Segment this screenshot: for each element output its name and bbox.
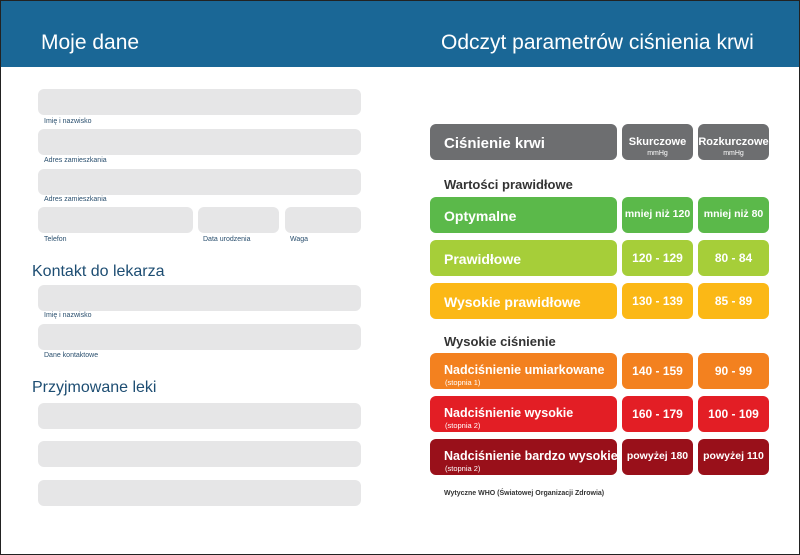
doctor-name-field-label: Imię i nazwisko [44,312,92,319]
bp-category-label: Optymalne [444,208,517,224]
systolic-unit: mmHg [647,150,668,157]
bp-category-label: Prawidłowe [444,251,522,267]
bp-category-box [430,439,617,475]
diastolic-value-box [698,197,769,233]
medication-field-3[interactable] [38,480,361,506]
bp-category-box [430,197,617,233]
name-field[interactable] [38,89,361,115]
systolic-value-box [622,353,693,389]
bp-category-box [430,396,617,432]
diastolic-value: 100 - 109 [708,407,759,421]
bp-header-label-box [430,124,617,160]
systolic-value-box [622,197,693,233]
bp-category-box [430,353,617,389]
systolic-value-box [622,283,693,319]
page-header [1,1,799,67]
my-data-title: Moje dane [41,31,140,54]
diastolic-value: 80 - 84 [714,251,753,265]
diastolic-value-box [698,353,769,389]
systolic-value: 120 - 129 [632,251,683,265]
phone-field-label: Telefon [44,236,67,243]
systolic-header-box [622,124,693,160]
systolic-value: mniej niż 120 [624,208,691,220]
systolic-value-box [622,439,693,475]
address-field-1[interactable] [38,129,361,155]
systolic-value-box [622,240,693,276]
bp-header-label: Ciśnienie krwi [444,135,545,152]
bp-category-label: Nadciśnienie wysokie [444,406,574,420]
meds-section-title: Przyjmowane leki [32,379,157,396]
diastolic-unit: mmHg [723,150,744,157]
medication-field-1[interactable] [38,403,361,429]
weight-field-label: Waga [290,236,309,243]
name-field-label: Imię i nazwisko [44,118,92,125]
systolic-value: 130 - 139 [632,294,683,308]
bp-category-label: Wysokie prawidłowe [444,294,581,310]
normal-values-heading: Wartości prawidłowe [444,177,573,192]
high-pressure-heading: Wysokie ciśnienie [444,334,556,349]
bp-category-box [430,240,617,276]
doctor-name-field[interactable] [38,285,361,311]
diastolic-value: 90 - 99 [714,364,753,378]
weight-field[interactable] [285,207,361,233]
address-field-1-label: Adres zamieszkania [44,157,107,164]
bp-category-sublabel: (stopnia 2) [445,464,481,473]
birth-date-field[interactable] [198,207,279,233]
diastolic-header-box [698,124,769,160]
doctor-section-title: Kontakt do lekarza [32,263,165,280]
systolic-value: powyżej 180 [626,450,689,462]
diastolic-value: mniej niż 80 [703,208,764,220]
bp-category-box [430,283,617,319]
address-field-2[interactable] [38,169,361,195]
birth-date-field-label: Data urodzenia [203,236,251,243]
diastolic-value-box [698,439,769,475]
systolic-header: Skurczowe [628,136,687,148]
bp-reading-title: Odczyt parametrów ciśnienia krwi [441,31,754,54]
address-field-2-label: Adres zamieszkania [44,196,107,203]
diastolic-value: powyżej 110 [703,450,764,462]
bp-category-sublabel: (stopnia 1) [445,378,481,387]
systolic-value: 160 - 179 [632,407,683,421]
systolic-value-box [622,396,693,432]
who-footnote: Wytyczne WHO (Światowej Organizacji Zdrowia) [444,490,605,497]
diastolic-value-box [698,396,769,432]
diastolic-value: 85 - 89 [714,294,753,308]
doctor-contact-field-label: Dane kontaktowe [44,352,99,359]
diastolic-header: Rozkurczowe [698,136,769,148]
bp-category-label: Nadciśnienie bardzo wysokie [444,449,618,463]
bp-category-sublabel: (stopnia 2) [445,421,481,430]
bp-category-label: Nadciśnienie umiarkowane [444,363,605,377]
medication-field-2[interactable] [38,441,361,467]
doctor-contact-field[interactable] [38,324,361,350]
phone-field[interactable] [38,207,193,233]
systolic-value: 140 - 159 [632,364,683,378]
diastolic-value-box [698,283,769,319]
diastolic-value-box [698,240,769,276]
